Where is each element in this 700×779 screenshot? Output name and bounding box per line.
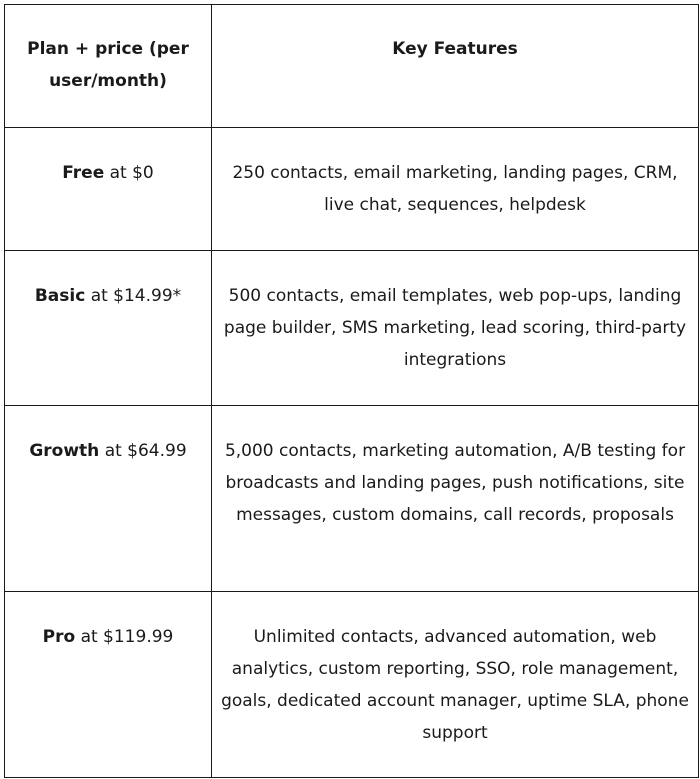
plan-price: at $119.99 bbox=[80, 627, 174, 647]
pricing-table bbox=[4, 4, 699, 778]
features-cell: Unlimited contacts, advanced automation, web analytics, custom reporting, SSO, role management, goals, dedicated account manager, uptime SLA, phone support bbox=[212, 592, 699, 778]
plan-name: Basic bbox=[34, 286, 86, 306]
table-row bbox=[5, 251, 699, 406]
plan-cell bbox=[5, 406, 212, 592]
table-row bbox=[5, 592, 699, 778]
plan-cell bbox=[5, 251, 212, 406]
features-cell: 500 contacts, email templates, web pop-ups, landing page builder, SMS marketing, lead scoring, third-party integrations bbox=[212, 251, 699, 406]
plan-cell bbox=[5, 592, 212, 778]
plan-name: Free bbox=[62, 163, 105, 183]
table-row bbox=[5, 128, 699, 251]
features-cell: 5,000 contacts, marketing automation, A/B testing for broadcasts and landing pages, push notifications, site messages, custom domains, call records, proposals bbox=[212, 406, 699, 592]
plan-price: at $64.99 bbox=[104, 441, 187, 461]
column-header-features: Key Features bbox=[212, 5, 699, 128]
features-cell: 250 contacts, email marketing, landing pages, CRM, live chat, sequences, helpdesk bbox=[212, 128, 699, 251]
table-header-row bbox=[5, 5, 699, 128]
plan-name: Growth bbox=[29, 441, 100, 461]
plan-price: at $0 bbox=[109, 163, 154, 183]
column-header-plan: Plan + price (per user/month) bbox=[5, 5, 212, 128]
plan-cell bbox=[5, 128, 212, 251]
plan-name: Pro bbox=[42, 627, 76, 647]
table-row bbox=[5, 406, 699, 592]
plan-price: at $14.99* bbox=[90, 286, 182, 306]
